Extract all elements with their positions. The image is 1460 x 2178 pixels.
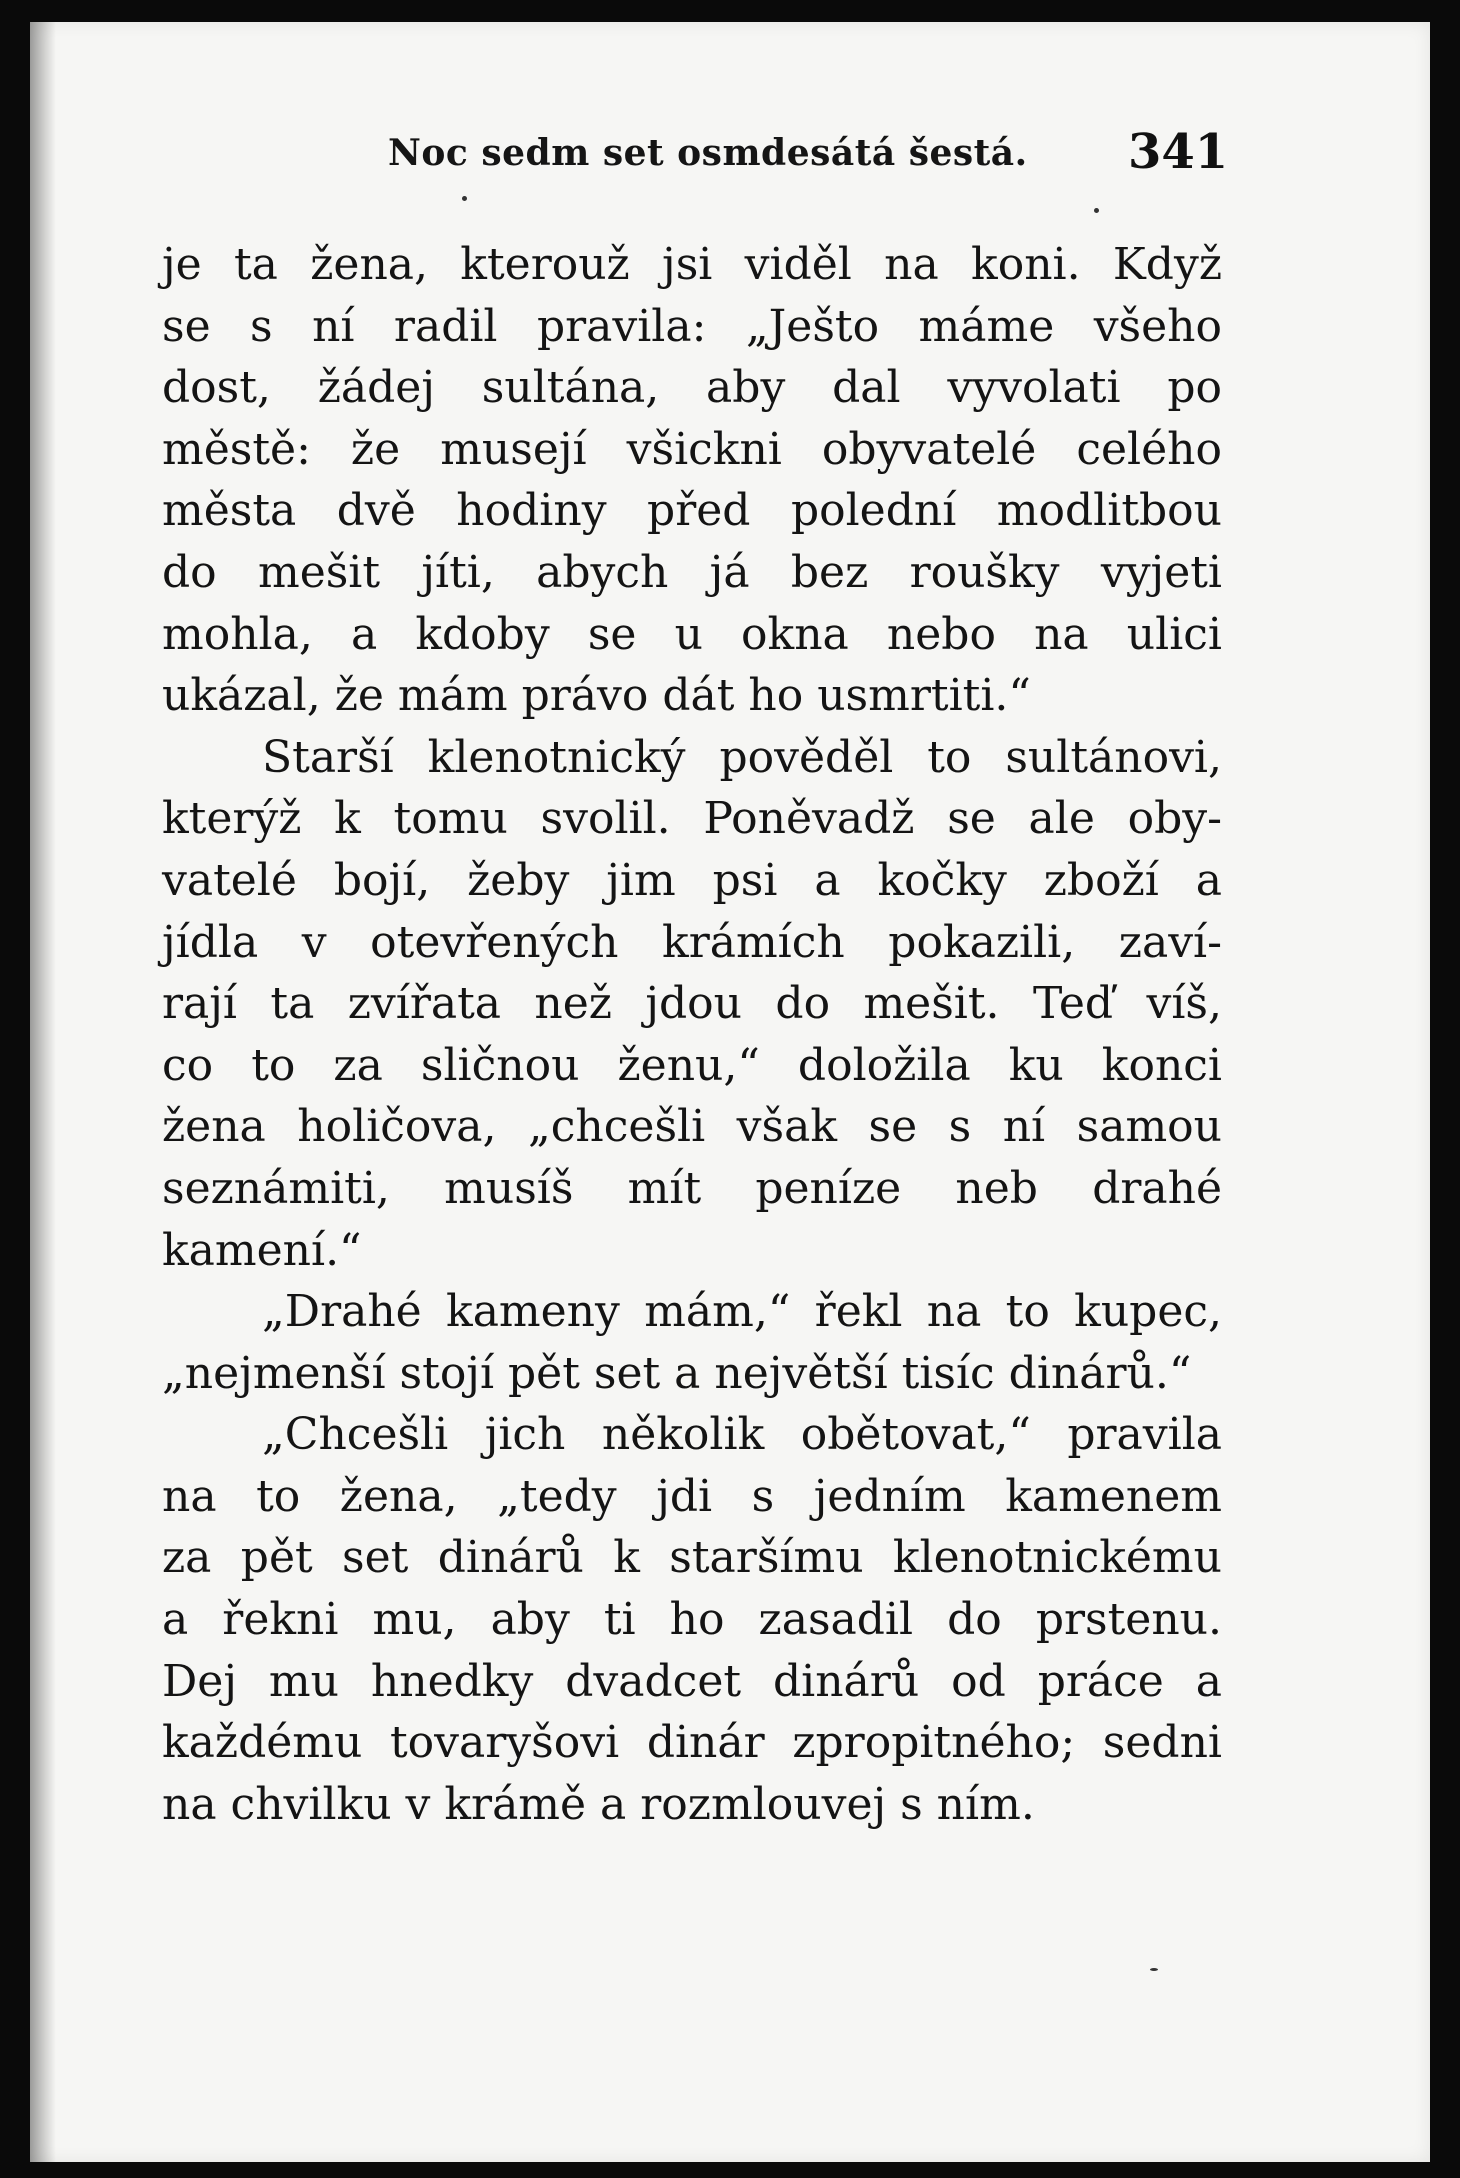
text-line: městě: že musejí všickni obyvatelé celého [162, 423, 1222, 475]
text-line: Starší klenotnický pověděl to sultánovi, [262, 731, 1222, 783]
text-line: města dvě hodiny před polední modlitbou [162, 485, 1222, 537]
text-line: „Drahé kameny mám,“ řekl na to kupec, [262, 1286, 1222, 1338]
text-line: kamení.“ [162, 1224, 362, 1276]
text-line: do mešit jíti, abych já bez roušky vyjeti [162, 546, 1222, 598]
text-line: „nejmenší stojí pět set a největší tisíc dinárů.“ [162, 1347, 1192, 1399]
text-line: se s ní radil pravila: „Ješto máme všeho [162, 300, 1222, 352]
text-line: jídla v otevřených krámích pokazili, zaví- [162, 916, 1222, 968]
ink-speck [1150, 1968, 1158, 1971]
text-line: mohla, a kdoby se u okna nebo na ulici [162, 608, 1222, 660]
text-line: „Chcešli jich několik obětovat,“ pravila [262, 1409, 1222, 1461]
text-line: a řekni mu, aby ti ho zasadil do prstenu. [162, 1594, 1222, 1646]
text-line: je ta žena, kterouž jsi viděl na koni. Když [162, 239, 1222, 290]
text-line: vatelé bojí, žeby jim psi a kočky zboží a [162, 854, 1222, 906]
ink-speck [1094, 208, 1099, 213]
running-head: Noc sedm set osmdesátá šestá. [388, 132, 1028, 174]
ink-speck [462, 196, 467, 201]
text-line: seznámiti, musíš mít peníze neb drahé [162, 1162, 1222, 1214]
text-line: Dej mu hnedky dvadcet dinárů od práce a [162, 1655, 1222, 1707]
text-line: na chvilku v krámě a rozmlouvej s ním. [162, 1778, 1035, 1830]
text-line: dost, žádej sultána, aby dal vyvolati po [162, 362, 1222, 414]
text-line: ukázal, že mám právo dát ho usmrtiti.“ [162, 670, 1031, 722]
text-line: na to žena, „tedy jdi s jedním kamenem [162, 1470, 1222, 1522]
text-line: žena holičova, „chcešli však se s ní samou [162, 1101, 1222, 1153]
text-line: kterýž k tomu svolil. Poněvadž se ale oby- [162, 793, 1222, 845]
text-line: co to za sličnou ženu,“ doložila ku konci [162, 1039, 1222, 1091]
text-line: rají ta zvířata než jdou do mešit. Teď víš, [162, 978, 1222, 1030]
binding-shadow [30, 22, 56, 2162]
text-line: za pět set dinárů k staršímu klenotnickému [162, 1532, 1222, 1584]
body-text [162, 234, 1222, 1835]
text-line: každému tovaryšovi dinár zpropitného; sedni [162, 1717, 1222, 1769]
page-number: 341 [1128, 124, 1229, 180]
